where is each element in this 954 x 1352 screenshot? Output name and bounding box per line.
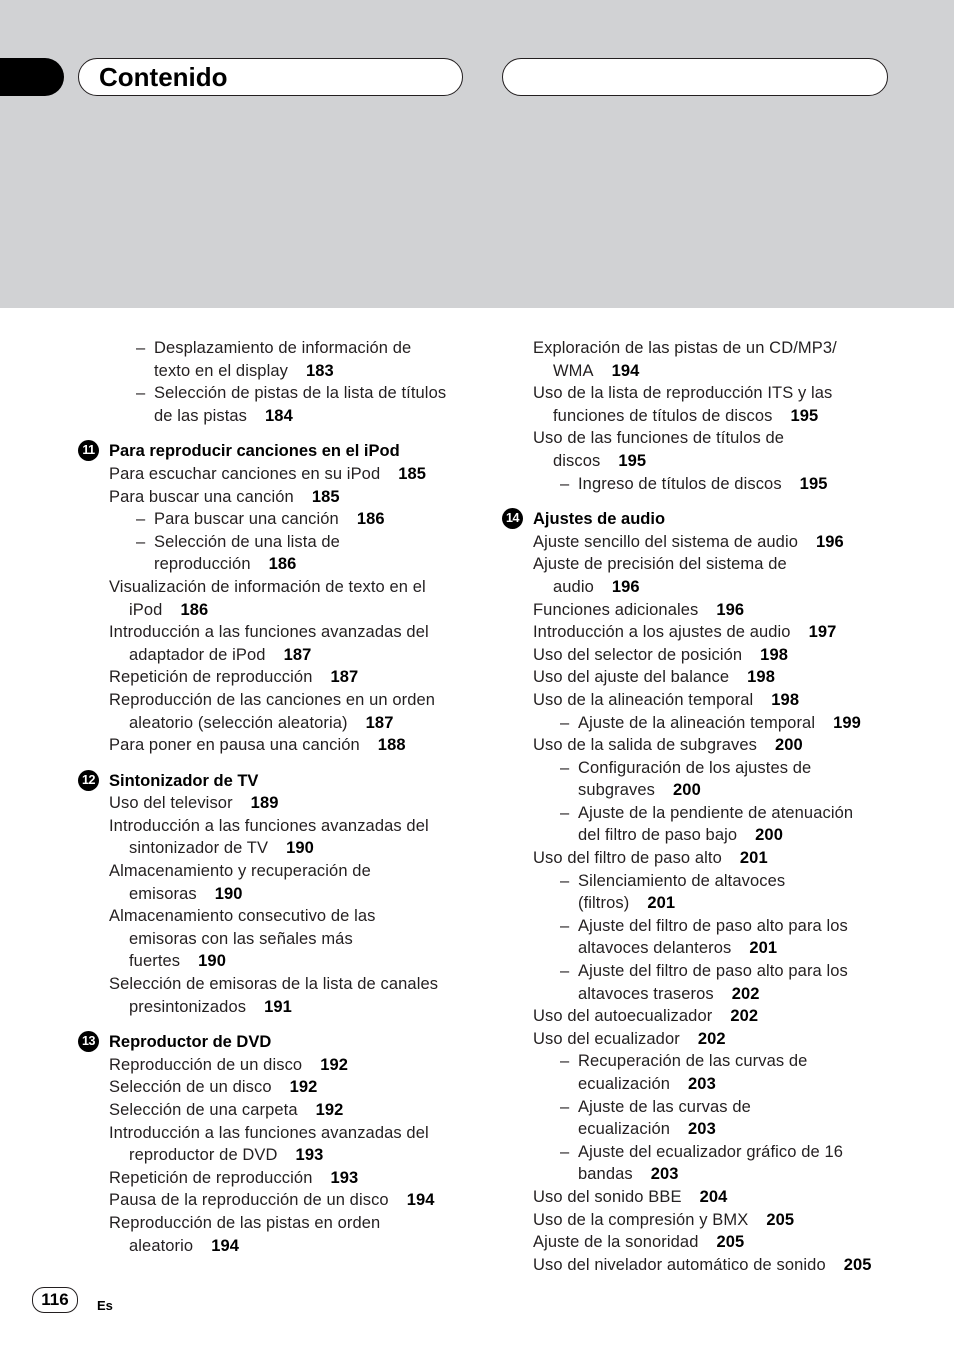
toc-entry[interactable]: Reproducción de un disco 192 [109,1055,349,1074]
page-number: 194 [611,361,640,380]
toc-entry[interactable]: Uso del televisor 189 [109,794,279,813]
page-number: 193 [330,1168,359,1187]
page-number: 190 [286,839,314,858]
page-number: 194 [211,1236,240,1255]
title-box [78,58,463,96]
page-number: 196 [716,600,745,619]
page-number: 185 [311,487,340,506]
page-number: 185 [398,464,427,483]
toc-entry[interactable]: Repetición de reproducción 187 [109,668,359,687]
toc-subentry[interactable]: – Ajuste del filtro de paso alto para los altavoces delanteros 201 [560,916,848,958]
toc-entry[interactable]: Reproducción de las canciones en un orden aleatorio (selección aleatoria) 187 [109,690,436,732]
page-number: 192 [289,1078,318,1097]
toc-entry[interactable]: Exploración de las pistas de un CD/MP3/ WMA 194 [533,339,837,380]
section-heading-11[interactable]: 11 Para reproducir canciones en el iPod [78,440,478,463]
toc-entry[interactable]: Uso de la compresión y BMX 205 [533,1210,795,1229]
toc-entry[interactable]: Para buscar una canción 185 [109,487,340,506]
toc-subentry[interactable]: – Configuración de los ajustes de subgraves 200 [560,758,812,800]
page-number: 205 [766,1210,795,1229]
toc-subentry[interactable]: – Recuperación de las curvas de ecualización 203 [560,1052,808,1093]
page-number: 196 [816,532,844,551]
toc-entry[interactable]: Uso de la alineación temporal 198 [533,690,800,709]
page-number: 200 [774,736,803,755]
toc-entry[interactable]: Uso de la lista de reproducción ITS y las funciones de títulos de discos 195 [533,384,833,425]
header-band [0,0,954,308]
page-number: 204 [699,1187,728,1206]
toc-entry[interactable]: Almacenamiento y recuperación de emisoras 190 [109,862,371,903]
page-number: 197 [808,623,837,642]
page-number: 195 [799,474,828,493]
page-number: 187 [330,668,359,687]
toc-entry[interactable]: Uso del filtro de paso alto 201 [533,849,768,868]
page-number: 203 [650,1165,679,1184]
page-number: 193 [295,1146,324,1165]
toc-subentry[interactable]: – Desplazamiento de información de texto en el display 183 [136,339,412,380]
page-number: 192 [315,1101,344,1119]
page-number: 189 [250,794,279,813]
toc-subentry[interactable]: – Ajuste de la alineación temporal 199 [560,713,861,732]
page-number: 201 [749,939,778,958]
page-number: 203 [688,1120,716,1139]
toc-subentry[interactable]: – Selección de una lista de reproducción 186 [136,532,340,574]
toc-entry[interactable]: Visualización de información de texto en el iPod 186 [109,577,426,619]
section-number-badge: 11 [78,440,99,461]
page-number: 195 [618,451,647,470]
section-tab [0,58,64,96]
page-number: 196 [611,577,640,596]
page-number: 198 [771,690,800,709]
page-number: 200 [755,826,783,845]
toc-subentry[interactable]: – Para buscar una canción 186 [136,510,385,529]
page-number: 191 [264,997,292,1016]
toc-entry[interactable]: Uso del ajuste del balance 198 [533,668,775,687]
page-number: 205 [716,1233,745,1252]
page-number: 201 [739,849,768,868]
page-number: 186 [356,510,385,529]
page-number: 202 [731,984,760,1003]
page-number: 202 [730,1007,759,1026]
page-number: 183 [305,361,334,380]
page-number: 186 [180,600,209,619]
page-number: 184 [265,406,293,425]
toc-left-column [78,337,478,1257]
toc-subentry[interactable]: – Ajuste de las curvas de ecualización 203 [560,1097,751,1139]
toc-subentry[interactable]: – Ajuste de la pendiente de atenuación del filtro de paso bajo 200 [560,803,854,845]
toc-entry[interactable]: Reproducción de las pistas en orden aleatorio 194 [109,1213,381,1255]
page-number: 190 [214,884,243,903]
page-number: 194 [406,1191,435,1210]
toc-entry[interactable]: Introducción a los ajustes de audio 197 [533,623,837,642]
section-heading-14[interactable]: 14 Ajustes de audio [502,508,932,531]
toc-entry[interactable]: Uso del selector de posición 198 [533,645,789,664]
page-number: 199 [833,713,861,732]
toc-right-column [502,337,932,1276]
page-number: 188 [377,736,406,755]
page-number: 195 [790,406,819,425]
footer-language: Es [97,1298,113,1313]
toc-entry[interactable]: Funciones adicionales 196 [533,600,745,619]
page-number: 198 [747,668,775,687]
toc-entry[interactable]: Repetición de reproducción 193 [109,1168,359,1187]
section-number-badge: 12 [78,770,99,791]
toc-entry[interactable]: Pausa de la reproducción de un disco 194 [109,1191,435,1210]
footer-page-number: 116 [32,1287,78,1313]
page-number: 201 [647,894,676,913]
page-title: Contenido [99,62,228,92]
toc-entry[interactable]: Ajuste sencillo del sistema de audio 196 [533,532,844,551]
toc-entry[interactable]: Para poner en pausa una canción 188 [109,736,406,755]
toc-entry[interactable]: Uso de las funciones de títulos de discos 195 [533,429,785,470]
toc-entry[interactable]: Introducción a las funciones avanzadas del sintonizador de TV 190 [109,816,429,858]
toc-entry[interactable]: Uso del ecualizador 202 [533,1029,726,1048]
page-number: 192 [320,1055,349,1074]
toc-entry[interactable]: Selección de una carpeta 192 [109,1101,344,1119]
toc-subentry[interactable]: – Silenciamiento de altavoces (filtros) 201 [560,871,786,913]
toc-entry[interactable]: Almacenamiento consecutivo de las emisoras con las señales más fuertes 190 [109,907,376,971]
page-number: 187 [365,713,394,732]
page-number: 203 [688,1075,716,1093]
toc-entry[interactable]: Introducción a las funciones avanzadas del reproductor de DVD 193 [109,1123,429,1165]
page-number: 187 [283,645,312,664]
page-number: 198 [760,645,789,664]
page-number: 190 [198,952,226,971]
toc-entry[interactable]: Selección de un disco 192 [109,1078,318,1097]
page-number: 202 [697,1029,726,1048]
toc-entry[interactable]: Para escuchar canciones en su iPod 185 [109,464,427,483]
toc-entry[interactable]: Ajuste de la sonoridad 205 [533,1233,745,1252]
toc-subentry[interactable]: – Ajuste del filtro de paso alto para los altavoces traseros 202 [560,962,848,1003]
header-empty-box [502,58,888,96]
toc-entry[interactable]: Uso del nivelador automático de sonido 205 [533,1255,872,1274]
section-heading-12[interactable]: 12 Sintonizador de TV [78,770,478,793]
toc-entry[interactable]: Ajuste de precisión del sistema de audio 196 [533,555,787,596]
toc-entry[interactable]: Uso del sonido BBE 204 [533,1187,728,1206]
toc-entry[interactable]: Uso del autoecualizador 202 [533,1007,759,1026]
page-number: 186 [268,555,297,574]
toc-entry[interactable]: Uso de la salida de subgraves 200 [533,736,803,755]
toc-entry[interactable]: Introducción a las funciones avanzadas del adaptador de iPod 187 [109,623,429,664]
toc-entry[interactable]: Selección de emisoras de la lista de canales presintonizados 191 [109,975,439,1016]
toc-subentry[interactable]: – Ajuste del ecualizador gráfico de 16 bandas 203 [560,1142,844,1184]
section-number-badge: 13 [78,1031,99,1052]
page-number: 200 [673,781,701,800]
section-heading-13[interactable]: 13 Reproductor de DVD [78,1031,478,1054]
page-number: 205 [843,1255,872,1274]
section-number-badge: 14 [502,508,523,529]
toc-subentry[interactable]: – Selección de pistas de la lista de títulos de las pistas 184 [136,384,447,425]
toc-subentry[interactable]: – Ingreso de títulos de discos 195 [560,474,828,493]
